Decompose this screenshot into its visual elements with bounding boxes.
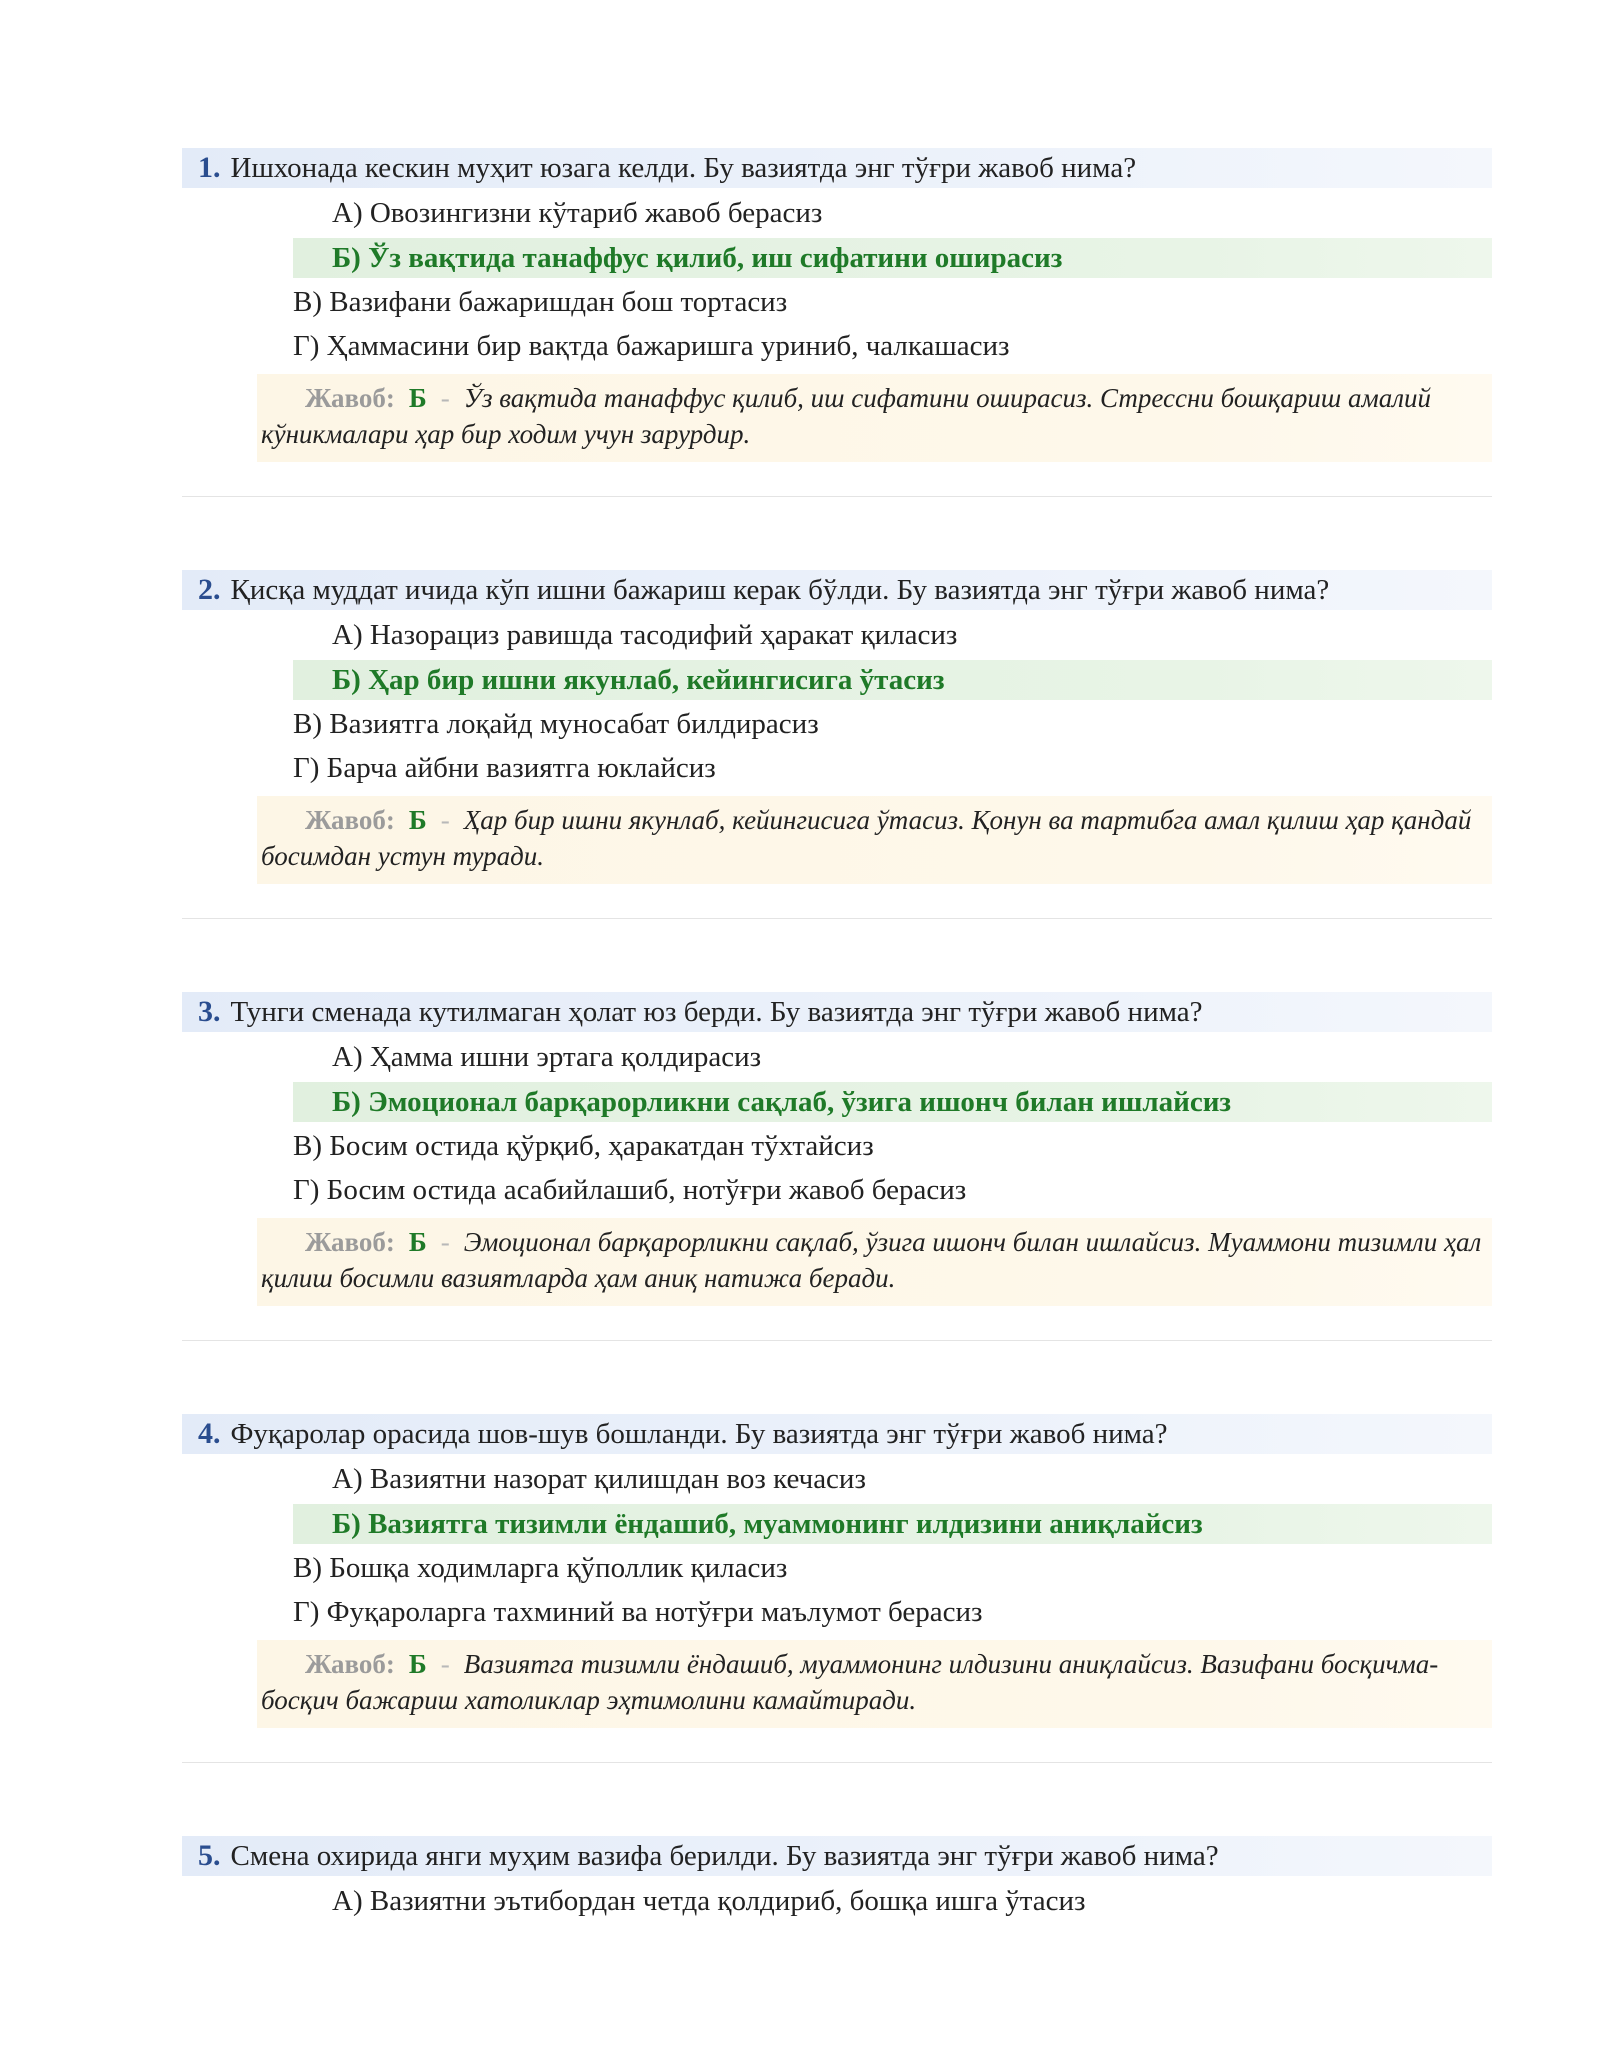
option-c: В) Бошқа ходимларга қўполлик қиласиз bbox=[293, 1552, 788, 1584]
answer-text: Вазиятга тизимли ёндашиб, муаммонинг илдизини аниқлайсиз. Вазифани босқичма-босқич бажариш хатоликлар эҳтимолини камайтиради. bbox=[261, 1649, 1439, 1715]
question-4 bbox=[182, 1414, 1492, 1714]
question-3 bbox=[182, 992, 1492, 1292]
answer-label: Жавоб: bbox=[305, 1649, 395, 1679]
option-a: А) Овозингизни кўтариб жавоб берасиз bbox=[332, 197, 823, 229]
question-number: 1. bbox=[198, 151, 221, 184]
question-text: Ишхонада кескин муҳит юзага келди. Бу вазиятда энг тўғри жавоб нима? bbox=[230, 152, 1137, 184]
question-header bbox=[182, 1836, 1492, 1876]
option-d: Г) Фуқароларга тахминий ва нотўғри маълумот берасиз bbox=[293, 1596, 983, 1628]
question-number: 2. bbox=[198, 573, 221, 606]
question-2 bbox=[182, 570, 1492, 870]
answer-label: Жавоб: bbox=[305, 383, 395, 413]
option-c: В) Вазифани бажаришдан бош тортасиз bbox=[293, 286, 788, 318]
section-divider bbox=[182, 496, 1492, 497]
answer-dash: - bbox=[440, 383, 450, 413]
answer-dash: - bbox=[440, 1227, 450, 1257]
option-a: А) Назорациз равишда тасодифий ҳаракат қиласиз bbox=[332, 619, 958, 651]
option-d: Г) Ҳаммасини бир вақтда бажаришга уриниб, чалкашасиз bbox=[293, 330, 1010, 362]
option-b-correct: Б) Ўз вақтида танаффус қилиб, иш сифатини оширасиз bbox=[293, 238, 1492, 278]
answer-text: Ҳар бир ишни якунлаб, кейингисига ўтасиз. Қонун ва тартибга амал қилиш ҳар қандай босимдан устун туради. bbox=[261, 805, 1472, 871]
option-b-correct: Б) Ҳар бир ишни якунлаб, кейингисига ўтасиз bbox=[293, 660, 1492, 700]
section-divider bbox=[182, 1340, 1492, 1341]
question-text: Смена охирида янги муҳим вазифа берилди. Бу вазиятда энг тўғри жавоб нима? bbox=[230, 1840, 1219, 1872]
question-header bbox=[182, 570, 1492, 610]
option-a: А) Вазиятни эътибордан четда қолдириб, бошқа ишга ўтасиз bbox=[332, 1885, 1086, 1917]
question-text: Тунги сменада кутилмаган ҳолат юз берди. Бу вазиятда энг тўғри жавоб нима? bbox=[230, 996, 1203, 1028]
question-header bbox=[182, 148, 1492, 188]
option-d: Г) Барча айбни вазиятга юклайсиз bbox=[293, 752, 716, 784]
question-1 bbox=[182, 148, 1492, 448]
question-text: Фуқаролар орасида шов-шув бошланди. Бу вазиятда энг тўғри жавоб нима? bbox=[230, 1418, 1168, 1450]
option-a: А) Вазиятни назорат қилишдан воз кечасиз bbox=[332, 1463, 866, 1495]
answer-letter: Б bbox=[408, 1227, 427, 1257]
answer-label: Жавоб: bbox=[305, 805, 395, 835]
answer-letter: Б bbox=[408, 383, 427, 413]
answer-text: Эмоционал барқарорликни сақлаб, ўзига ишонч билан ишлайсиз. Муаммони тизимли ҳал қилиш босимли вазиятларда ҳам аниқ натижа беради. bbox=[261, 1227, 1482, 1293]
section-divider bbox=[182, 918, 1492, 919]
answer-explanation bbox=[257, 796, 1492, 884]
answer-letter: Б bbox=[408, 1649, 427, 1679]
question-text: Қисқа муддат ичида кўп ишни бажариш керак бўлди. Бу вазиятда энг тўғри жавоб нима? bbox=[230, 574, 1330, 606]
answer-letter: Б bbox=[408, 805, 427, 835]
section-divider bbox=[182, 1762, 1492, 1763]
option-c: В) Вазиятга лоқайд муносабат билдирасиз bbox=[293, 708, 819, 740]
answer-dash: - bbox=[440, 1649, 450, 1679]
answer-explanation bbox=[257, 374, 1492, 462]
option-a: А) Ҳамма ишни эртага қолдирасиз bbox=[332, 1041, 762, 1073]
question-header bbox=[182, 1414, 1492, 1454]
question-header bbox=[182, 992, 1492, 1032]
option-c: В) Босим остида қўрқиб, ҳаракатдан тўхтайсиз bbox=[293, 1130, 874, 1162]
option-b-correct: Б) Эмоционал барқарорликни сақлаб, ўзига ишонч билан ишлайсиз bbox=[293, 1082, 1492, 1122]
answer-explanation bbox=[257, 1218, 1492, 1306]
question-number: 4. bbox=[198, 1417, 221, 1450]
question-number: 3. bbox=[198, 995, 221, 1028]
answer-text: Ўз вақтида танаффус қилиб, иш сифатини оширасиз. Стрессни бошқариш амалий кўникмалари ҳар бир ходим учун зарурдир. bbox=[261, 383, 1431, 449]
answer-explanation bbox=[257, 1640, 1492, 1728]
question-number: 5. bbox=[198, 1839, 221, 1872]
question-5 bbox=[182, 1836, 1492, 1936]
option-b-correct: Б) Вазиятга тизимли ёндашиб, муаммонинг илдизини аниқлайсиз bbox=[293, 1504, 1492, 1544]
option-d: Г) Босим остида асабийлашиб, нотўғри жавоб берасиз bbox=[293, 1174, 967, 1206]
answer-dash: - bbox=[440, 805, 450, 835]
answer-label: Жавоб: bbox=[305, 1227, 395, 1257]
